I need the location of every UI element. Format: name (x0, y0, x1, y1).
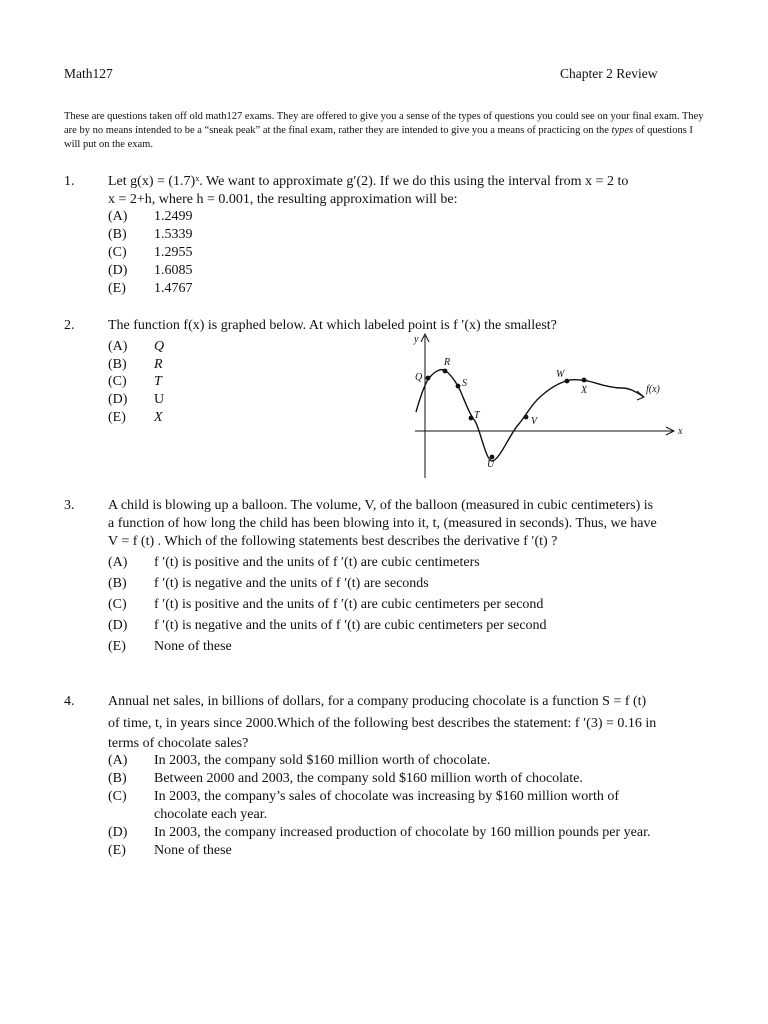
q4-option-c-continued (108, 807, 267, 823)
option-text: In 2003, the company increased production of chocolate by 160 million pounds per year. (154, 825, 651, 840)
intro-paragraph (64, 110, 709, 152)
intro-text-2: of questions I will put on the exam. (64, 125, 693, 150)
option-label: (D) (108, 263, 128, 278)
option-label: (A) (108, 555, 128, 570)
point-r (443, 369, 448, 374)
question-3-number: 3. (64, 498, 75, 513)
question-3-text-line1: A child is blowing up a balloon. The volume, V, of the balloon (measured in cubic centimeters) is (108, 498, 654, 513)
point-w (565, 379, 570, 384)
q4-option-d (108, 825, 650, 841)
option-label: (E) (108, 281, 126, 296)
q2-option-b (108, 357, 163, 373)
point-t-label: T (474, 410, 480, 421)
q3-option-d (108, 618, 547, 634)
option-text: None of these (154, 843, 232, 858)
option-label: (E) (108, 639, 126, 654)
q4-option-a (108, 753, 490, 769)
q1-option-e (108, 281, 193, 297)
question-4-text-line1: Annual net sales, in billions of dollars, for a company producing chocolate is a function S = f (t) (108, 694, 647, 709)
course-name: Math127 (64, 66, 113, 81)
y-axis-label: y (414, 334, 419, 345)
q1-option-c (108, 245, 193, 261)
intro-text-1: These are questions taken off old math127 exams. They are offered to give you a sense of the types of questions you could see on your final exam. They are by no means intended to be a “sneak peak” at the final exam, rather they are intended to give you a means of practicing on the (64, 111, 704, 136)
option-label: (E) (108, 410, 126, 425)
question-2-number: 2. (64, 318, 75, 333)
option-text: f ′(t) is positive and the units of f ′(t) are cubic centimeters (154, 555, 480, 570)
q2-option-a (108, 339, 164, 355)
option-label: (A) (108, 209, 128, 224)
question-2-text-line1: The function f(x) is graphed below. At which labeled point is f ′(x) the smallest? (108, 318, 557, 333)
option-text: In 2003, the company’s sales of chocolate was increasing by $160 million worth of (154, 789, 620, 804)
option-label: (B) (108, 357, 127, 372)
q4-option-e (108, 843, 232, 859)
option-label: (C) (108, 374, 127, 389)
function-graph (400, 330, 690, 480)
option-text: U (154, 392, 165, 407)
q4-option-c (108, 789, 619, 805)
option-text: Between 2000 and 2003, the company sold $160 million worth of chocolate. (154, 771, 583, 786)
option-label: (C) (108, 245, 127, 260)
q3-option-b (108, 576, 429, 592)
q2-option-c (108, 374, 162, 390)
option-text: f ′(t) is negative and the units of f ′(t) are cubic centimeters per second (154, 618, 547, 633)
option-label: (E) (108, 843, 126, 858)
q1-option-b (108, 227, 193, 243)
question-3-text-line2: a function of how long the child has been blowing into it, t, (measured in seconds). Thus, we have (108, 516, 657, 531)
question-3-text-line3: V = f (t) . Which of the following statements best describes the derivative f ′(t) ? (108, 534, 558, 549)
q1-option-a (108, 209, 193, 225)
point-u-label: U (487, 459, 495, 470)
q4-option-b (108, 771, 583, 787)
option-text: X (154, 410, 163, 425)
option-text: 1.6085 (154, 263, 193, 278)
q2-option-e (108, 410, 163, 426)
option-text: f ′(t) is negative and the units of f ′(t) are seconds (154, 576, 429, 591)
option-label: (D) (108, 392, 128, 407)
point-w-label: W (556, 369, 565, 380)
option-text: R (154, 357, 163, 372)
option-text: Q (154, 339, 165, 354)
option-text: 1.2955 (154, 245, 193, 260)
point-v-label: V (531, 416, 538, 427)
option-label: (A) (108, 753, 128, 768)
function-curve (416, 370, 644, 461)
q2-option-d (108, 392, 164, 408)
option-text: chocolate each year. (154, 807, 268, 822)
question-4-number: 4. (64, 694, 75, 709)
q3-option-a (108, 555, 480, 571)
point-x (582, 378, 587, 383)
q1-option-d (108, 263, 193, 279)
point-x-label: X (581, 385, 588, 396)
option-label: (D) (108, 825, 128, 840)
q3-option-c (108, 597, 543, 613)
option-text: T (154, 374, 162, 389)
option-label: (C) (108, 789, 127, 804)
question-4-text-line2: of time, t, in years since 2000.Which of the following best describes the statement: f ′(3) = 0.16 in (108, 716, 657, 731)
option-text: 1.4767 (154, 281, 193, 296)
x-axis-label: x (678, 426, 683, 437)
q3-option-e (108, 639, 232, 655)
intro-emphasis: types (611, 125, 634, 136)
page-title: Chapter 2 Review (560, 66, 658, 81)
point-v (524, 415, 529, 420)
option-text: 1.5339 (154, 227, 193, 242)
point-s-label: S (462, 378, 467, 389)
point-s (456, 384, 461, 389)
question-1-number: 1. (64, 174, 75, 189)
option-label: (B) (108, 227, 127, 242)
question-1-text-line1: Let g(x) = (1.7)ˣ. We want to approximate g′(2). If we do this using the interval from x = 2 to (108, 174, 629, 189)
option-label: (D) (108, 618, 128, 633)
option-text: None of these (154, 639, 232, 654)
point-q-label: Q (415, 372, 423, 383)
curve-label: f(x) (646, 384, 660, 395)
option-text: In 2003, the company sold $160 million worth of chocolate. (154, 753, 491, 768)
question-4-text-line3: terms of chocolate sales? (108, 736, 249, 751)
option-text: 1.2499 (154, 209, 193, 224)
point-t (469, 416, 474, 421)
option-label: (B) (108, 771, 127, 786)
question-1-text-line2: x = 2+h, where h = 0.001, the resulting approximation will be: (108, 192, 458, 207)
option-label: (A) (108, 339, 128, 354)
point-q (426, 376, 431, 381)
option-label: (B) (108, 576, 127, 591)
point-r-label: R (444, 357, 451, 368)
option-text: f ′(t) is positive and the units of f ′(t) are cubic centimeters per second (154, 597, 544, 612)
option-label: (C) (108, 597, 127, 612)
